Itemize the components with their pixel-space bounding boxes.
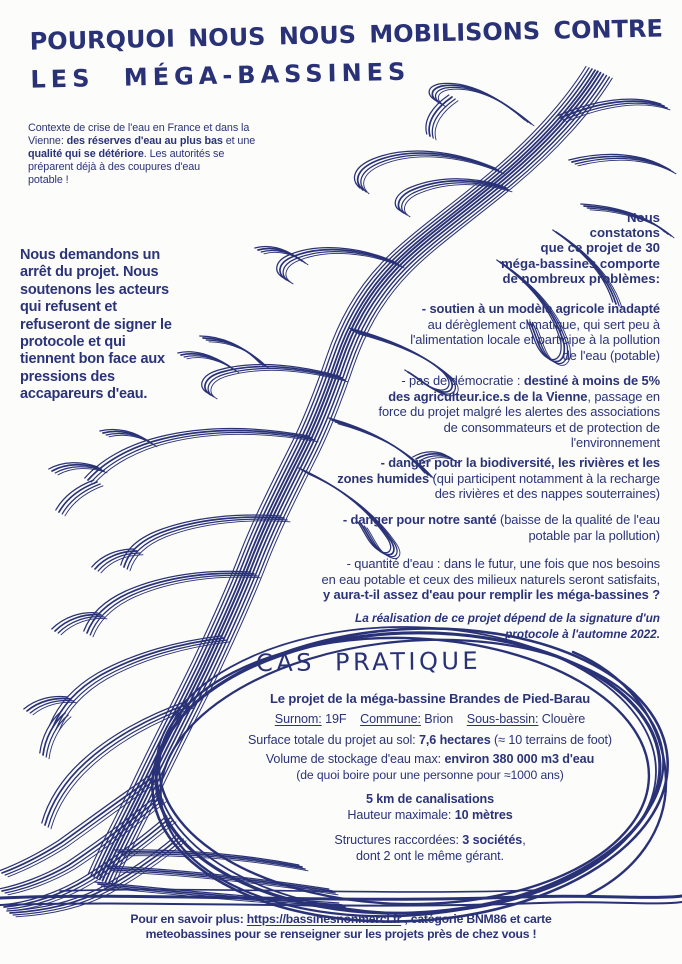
text-segment: , catégorie BNM86 et carte — [401, 912, 552, 926]
text-segment: Nous demandons un — [20, 247, 160, 263]
text-segment: (baisse de la qualité de l'eau — [496, 512, 660, 527]
text-segment: - danger pour notre santé — [342, 512, 497, 527]
problem-item-sante — [343, 512, 660, 543]
text-segment: arrêt du projet. Nous — [20, 264, 159, 281]
text-segment: dont 2 ont le même gérant. — [356, 849, 504, 863]
title-line-1: POURQUOI NOUS NOUS MOBILISONS CONTRE — [29, 14, 664, 56]
text-segment: de consommateurs et de protection de — [443, 419, 660, 435]
text-segment: et une — [222, 134, 256, 147]
case-study-heading: CAS PRATIQUE — [255, 646, 482, 678]
text-segment: 7,6 hectares — [418, 733, 491, 747]
text-segment: 19F — [321, 712, 361, 726]
text-segment: qualité qui se détériore — [28, 147, 144, 160]
text-segment: Surnom: — [274, 712, 322, 726]
case-study-line-surface — [180, 733, 680, 748]
text-segment: refuseront de signer le — [20, 316, 172, 333]
text-segment: Le projet de la méga-bassine Brandes de Pied-Barau — [269, 691, 591, 706]
problem-item-democratie — [378, 373, 660, 451]
text-segment: environ 380 000 m3 d'eau — [444, 752, 595, 766]
text-segment: des réserves d'eau au plus bas — [66, 134, 223, 147]
problem-item-quantite-eau — [322, 556, 660, 603]
demand-paragraph — [20, 247, 172, 404]
case-study-line-surnom — [180, 712, 680, 727]
text-segment: en eau potable et ceux des milieux naturels seront satisfaits, — [321, 571, 660, 587]
text-segment: au dérèglement climatique, qui sert peu à — [427, 316, 660, 332]
text-segment: Structures raccordées: — [334, 833, 463, 847]
text-segment: , — [522, 833, 526, 847]
text-segment: tiennent bon face aux — [20, 351, 165, 368]
text-segment: de l'eau (potable) — [562, 347, 660, 363]
text-segment: zones humides — [337, 470, 430, 486]
footer-url-link[interactable]: https://bassinesnonmerci.fr — [246, 912, 402, 926]
text-segment: La réalisation de ce projet dépend de la signature d'un — [354, 611, 660, 625]
problems-heading-line: constatons — [589, 225, 660, 241]
problems-heading-line: méga-bassines comporte — [500, 255, 660, 271]
text-segment: - soutien à un modèle agricole inadapté — [421, 301, 660, 316]
text-segment: soutenons les acteurs — [20, 281, 169, 298]
problem-item-biodiversite — [337, 455, 660, 502]
text-segment: - danger pour la biodiversité, les rivières et les — [380, 455, 660, 470]
problems-heading — [501, 210, 660, 286]
problems-heading-line: que ce projet de 30 — [540, 240, 660, 256]
text-segment: 5 km de canalisations — [365, 792, 495, 806]
text-segment: Clouère — [538, 712, 586, 726]
text-segment: accapareurs d'eau. — [20, 386, 148, 403]
case-study-line-boire — [180, 768, 680, 783]
text-segment: Vienne: — [28, 134, 67, 147]
title-line-2: LES MÉGA-BASSINES — [30, 57, 411, 94]
text-segment: Sous-bassin: — [466, 712, 539, 726]
text-segment: (qui participent notamment à la recharge — [429, 470, 660, 486]
text-segment: Brion — [420, 712, 467, 726]
text-segment: l'alimentation locale et participe à la pollution — [410, 332, 660, 347]
text-segment: force du projet malgré les alertes des associations — [378, 404, 660, 419]
case-study-line-hauteur — [180, 808, 680, 823]
text-segment: protocole à l'automne 2022. — [505, 627, 660, 641]
text-segment: Surface totale du projet au sol: — [247, 733, 419, 747]
text-segment: potable par la pollution) — [528, 527, 660, 543]
case-study-line-structures — [180, 833, 680, 848]
text-segment: (de quoi boire pour une personne pour ≈1000 ans) — [296, 768, 564, 782]
text-segment: destiné à moins de 5% — [523, 373, 660, 388]
text-segment: - pas de démocratie : — [401, 373, 524, 388]
text-segment: . Les autorités se — [143, 147, 225, 160]
problems-heading-line: de nombreux problèmes: — [502, 270, 660, 286]
text-segment: (≈ 10 terrains de foot) — [490, 733, 613, 747]
case-study-body — [180, 691, 680, 868]
text-segment: protocole et qui — [20, 334, 126, 351]
problems-heading-line: Nous — [627, 210, 660, 225]
text-segment: des rivières et des nappes souterraines) — [434, 486, 660, 501]
text-segment: Commune: — [360, 712, 421, 726]
text-segment: , passage en — [587, 388, 660, 404]
text-segment: Hauteur maximale: — [347, 808, 455, 822]
case-study-line-volume — [180, 752, 680, 767]
text-segment: 10 mètres — [454, 808, 513, 822]
text-segment: - quantité d'eau : dans le futur, une fois que nos besoins — [346, 556, 660, 571]
context-paragraph — [28, 122, 270, 187]
footer-text — [0, 912, 682, 941]
text-segment: 3 sociétés — [462, 833, 523, 847]
case-study-line-project — [180, 691, 680, 706]
text-segment: Volume de stockage d'eau max: — [265, 752, 445, 766]
case-study-line-gerant — [180, 849, 680, 864]
problem-item-modele-agricole — [410, 301, 660, 363]
text-segment: Contexte de crise de l'eau en France et dans la — [28, 122, 250, 134]
text-segment: Pour en savoir plus: — [130, 912, 247, 926]
text-segment: des agriculteur.ice.s de la Vienne — [388, 388, 588, 404]
page-title — [29, 9, 664, 98]
text-segment: qui refusent et — [20, 299, 117, 316]
text-segment: meteobassines pour se renseigner sur les projets près de chez vous ! — [145, 926, 537, 941]
text-segment: l'environnement — [570, 435, 660, 450]
text-segment: préparent déjà à des coupures d'eau — [28, 160, 201, 173]
text-segment: pressions des — [20, 368, 115, 385]
protocol-note — [355, 610, 660, 642]
text-segment: y aura-t-il assez d'eau pour remplir les méga-bassines ? — [322, 587, 660, 602]
text-segment: potable ! — [28, 173, 69, 186]
case-study-line-canalisations — [180, 792, 680, 807]
